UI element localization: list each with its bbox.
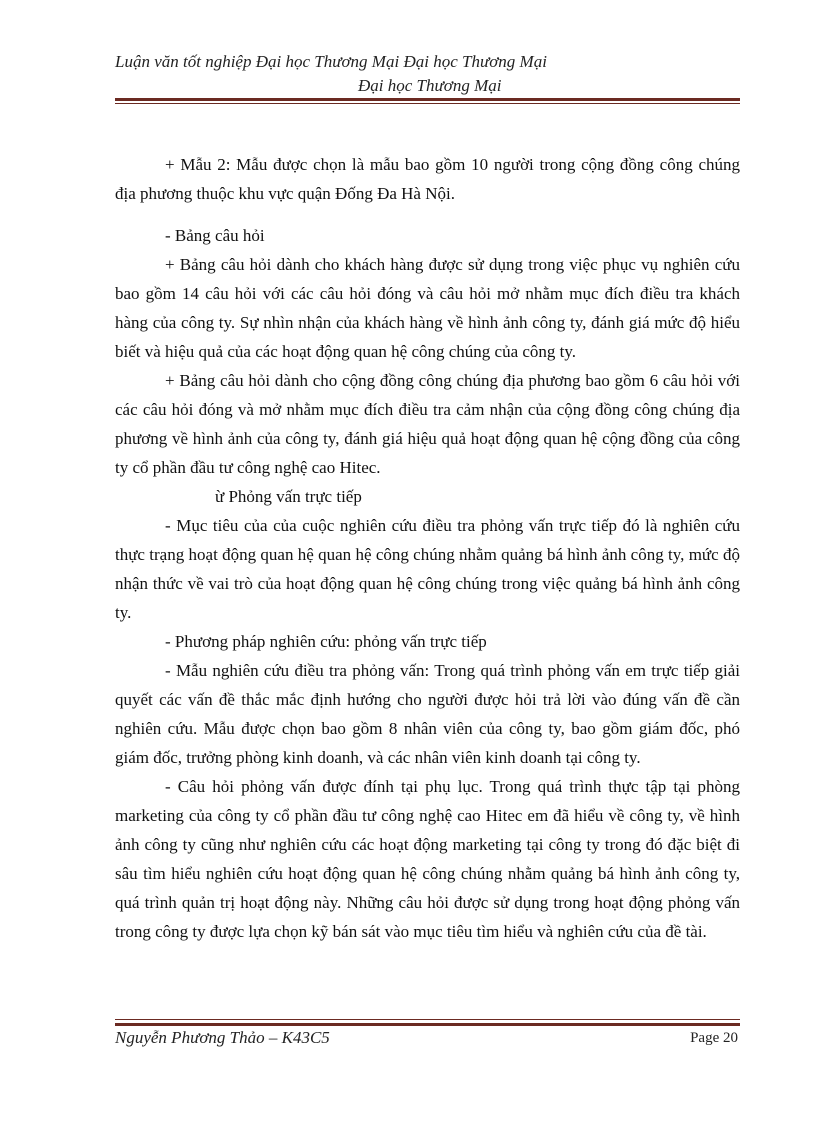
header-title-line2: Đại học Thương Mại [358,76,502,95]
paragraph-sample-2: + Mẫu 2: Mẫu được chọn là mẫu bao gồm 10 người trong cộng đồng công chúng địa phương thuộc khu vực quận Đống Đa Hà Nội. [115,155,740,203]
paragraph-interview-heading: ừ Phỏng vấn trực tiếp [215,487,362,506]
footer-rule-thick [115,1023,740,1026]
paragraph-interview-goal: - Mục tiêu của của cuộc nghiên cứu điều tra phỏng vấn trực tiếp đó là nghiên cứu thực trạng hoạt động quan hệ quan hệ công chúng nhằm quảng bá hình ảnh công ty, mức độ nhận thức về vai trò của hoạt động quan hệ công chúng trong việc quảng bá hình ảnh công ty. [115,516,740,622]
paragraph-questionnaire-heading: - Bảng câu hỏi [165,226,265,245]
document-body [115,150,740,946]
footer-rule-thin [115,1019,740,1020]
paragraph-customer-questionnaire: + Bảng câu hỏi dành cho khách hàng được sử dụng trong việc phục vụ nghiên cứu bao gồm 14 câu hỏi với các câu hỏi đóng và câu hỏi mở nhằm mục đích điều tra khách hàng của công ty. Sự nhìn nhận của khách hàng về hình ảnh công ty, đánh giá mức độ hiểu biết và hiệu quả của các hoạt động quan hệ công chúng của công ty. [115,255,740,361]
page-number: Page 20 [690,1030,738,1046]
header-title-line1: Luận văn tốt nghiệp Đại học Thương Mại Đại học Thương Mại [115,52,547,71]
paragraph-method: - Phương pháp nghiên cứu: phỏng vấn trực tiếp [165,632,487,651]
footer-author: Nguyễn Phương Thảo – K43C5 [115,1028,330,1047]
header-rule-thick [115,98,740,101]
paragraph-interview-sample: - Mẫu nghiên cứu điều tra phỏng vấn: Trong quá trình phỏng vấn em trực tiếp giải quyết các vấn đề thắc mắc định hướng cho người được hỏi trả lời vào đúng vấn đề cần nghiên cứu. Mẫu được chọn bao gồm 8 nhân viên của công ty, bao gồm giám đốc, phó giám đốc, trưởng phòng kinh doanh, và các nhân viên kinh doanh tại công ty. [115,661,740,767]
page-header [115,50,740,98]
paragraph-interview-questions: - Câu hỏi phỏng vấn được đính tại phụ lục. Trong quá trình thực tập tại phòng marketing của công ty cổ phần đầu tư công nghệ cao Hitec em đã hiểu về công ty, về hình ảnh công ty cũng như nghiên cứu các hoạt động marketing tại công ty trong đó đặc biệt đi sâu tìm hiểu nghiên cứu hoạt động quan hệ công chúng nhằm quảng bá hình ảnh công ty, quá trình quản trị hoạt động này. Những câu hỏi được sử dụng trong hoạt động phỏng vấn trong công ty được lựa chọn kỹ bán sát vào mục tiêu tìm hiểu và nghiên cứu của đề tài. [115,777,740,941]
paragraph-community-questionnaire: + Bảng câu hỏi dành cho cộng đồng công chúng địa phương bao gồm 6 câu hỏi với các câu hỏi đóng và mở nhằm mục đích điều tra cảm nhận của cộng đồng công chúng địa phương về hình ảnh của công ty, đánh giá hiệu quả hoạt động quan hệ cộng đồng của công ty cổ phần đầu tư công nghệ cao Hitec. [115,371,740,477]
header-rule-thin [115,103,740,104]
